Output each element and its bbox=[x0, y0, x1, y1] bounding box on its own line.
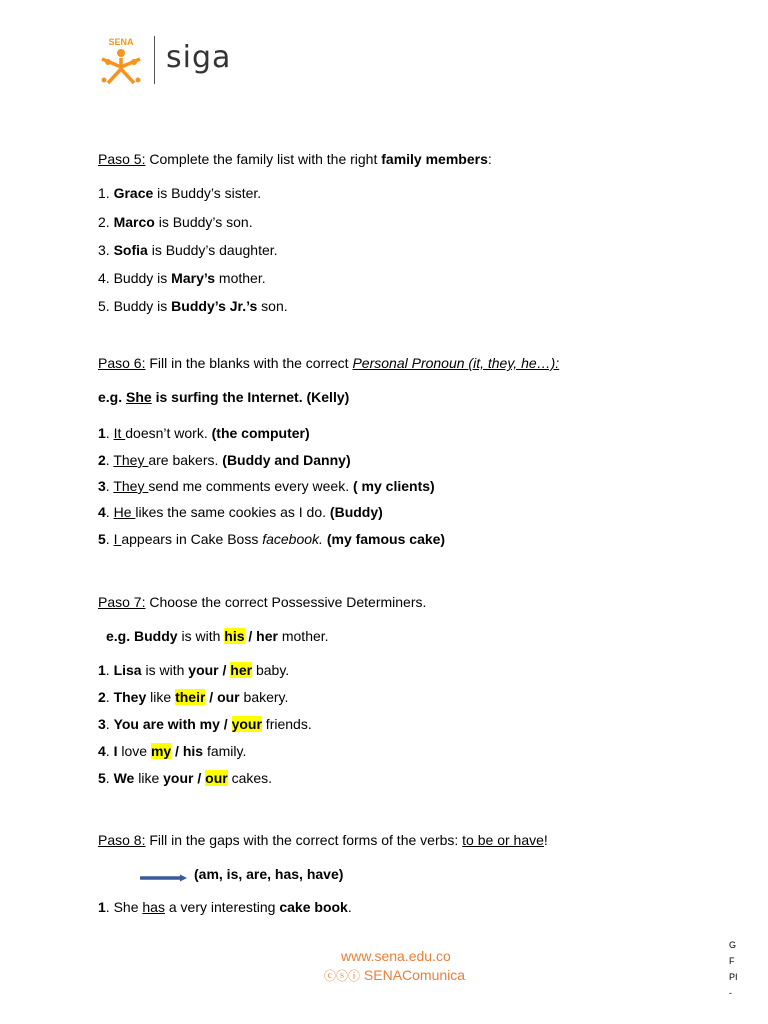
item-verb: like bbox=[146, 689, 176, 705]
item-subject: We bbox=[113, 770, 135, 786]
item-text: bakery. bbox=[239, 689, 289, 705]
item-number: 1. bbox=[98, 185, 114, 201]
item-number: 3. bbox=[98, 242, 114, 258]
sena-logo bbox=[98, 36, 144, 86]
sena-logo-icon bbox=[98, 36, 144, 86]
item-option: his bbox=[182, 743, 204, 759]
option-separator: / bbox=[219, 716, 232, 732]
item-text: . bbox=[347, 899, 352, 915]
item-text: friends. bbox=[261, 716, 312, 732]
item-text: are bakers. bbox=[148, 452, 223, 468]
paso6-label: Paso 6: bbox=[98, 355, 146, 371]
example-option: her bbox=[256, 628, 278, 644]
paso6-item: 1. It doesn’t work. (the computer) bbox=[98, 425, 310, 441]
paso8-instruction-end: ! bbox=[543, 832, 548, 848]
item-number: 4. bbox=[98, 270, 114, 286]
side-code-letter: - bbox=[729, 988, 732, 998]
paso7-item: 4. I love my / his family. bbox=[98, 743, 247, 759]
side-code-letter: PI bbox=[729, 972, 738, 982]
item-bold: cake book bbox=[279, 899, 348, 915]
paso7-item: 5. We like your / our cakes. bbox=[98, 770, 273, 786]
paso7-item: 1. Lisa is with your / her baby. bbox=[98, 662, 290, 678]
item-hint: (my famous cake) bbox=[322, 531, 446, 547]
item-text: son. bbox=[257, 298, 288, 314]
footer-website[interactable]: www.sena.edu.co bbox=[341, 948, 451, 964]
item-subject: You bbox=[113, 716, 139, 732]
example-prefix: e.g. bbox=[98, 389, 127, 405]
example-text: is with bbox=[177, 628, 225, 644]
item-text: Buddy is bbox=[113, 270, 172, 286]
option-separator: / bbox=[171, 743, 183, 759]
item-option: your bbox=[163, 770, 194, 786]
item-answer: They bbox=[113, 452, 149, 468]
svg-text:SENA: SENA bbox=[108, 37, 134, 47]
paso8-item bbox=[98, 899, 352, 915]
item-answer: I bbox=[113, 531, 122, 547]
paso6-item: 5. I appears in Cake Boss facebook. (my famous cake) bbox=[98, 531, 446, 547]
item-text: doesn’t work. bbox=[125, 425, 212, 441]
item-text: baby. bbox=[252, 662, 290, 678]
paso5-item bbox=[98, 242, 278, 258]
item-number: 5 bbox=[98, 531, 106, 547]
item-option-correct: her bbox=[230, 662, 253, 678]
paso5-heading bbox=[98, 151, 492, 167]
item-option-correct: our bbox=[205, 770, 228, 786]
item-text: a very interesting bbox=[164, 899, 280, 915]
item-subject: I bbox=[113, 743, 118, 759]
example-text: is surfing the Internet. (Kelly) bbox=[151, 389, 350, 405]
paso5-instruction: Complete the family list with the right bbox=[145, 151, 382, 167]
item-text: is Buddy’s son. bbox=[154, 214, 253, 230]
item-verb: like bbox=[134, 770, 164, 786]
paso5-label: Paso 5: bbox=[98, 151, 146, 167]
item-option-correct: my bbox=[150, 743, 172, 759]
item-verb: love bbox=[117, 743, 151, 759]
paso5-item bbox=[98, 270, 266, 286]
item-number: 1 bbox=[98, 425, 106, 441]
paso7-label: Paso 7: bbox=[98, 594, 146, 610]
footer-social bbox=[324, 967, 465, 984]
example-answer: She bbox=[126, 389, 152, 405]
item-option: our bbox=[217, 689, 240, 705]
item-number: 2 bbox=[98, 452, 106, 468]
paso5-item bbox=[98, 214, 253, 230]
item-text: send me comments every week. bbox=[148, 478, 353, 494]
side-code-letter: G bbox=[729, 940, 737, 950]
item-answer: They bbox=[113, 478, 149, 494]
example-subject: Buddy bbox=[134, 628, 178, 644]
item-answer: Buddy’s Jr.’s bbox=[171, 298, 258, 314]
item-text: family. bbox=[203, 743, 247, 759]
item-hint: (the computer) bbox=[211, 425, 310, 441]
item-number: 5. bbox=[98, 298, 114, 314]
option-separator: / bbox=[244, 628, 257, 644]
example-option-correct: his bbox=[224, 628, 245, 644]
item-text: likes the same cookies as I do. bbox=[135, 504, 330, 520]
item-text: Buddy is bbox=[113, 298, 172, 314]
item-number: 4 bbox=[98, 504, 106, 520]
item-number: 3 bbox=[98, 478, 106, 494]
item-number: 3 bbox=[98, 716, 106, 732]
item-number: 2. bbox=[98, 214, 114, 230]
item-text: is Buddy’s sister. bbox=[153, 185, 262, 201]
item-subject: Lisa bbox=[113, 662, 142, 678]
item-answer: Grace bbox=[113, 185, 154, 201]
item-answer: Mary’s bbox=[171, 270, 216, 286]
paso5-instruction-bold: family members bbox=[381, 151, 488, 167]
paso7-heading bbox=[98, 594, 426, 610]
option-separator: / bbox=[193, 770, 206, 786]
paso6-instruction-italic: Personal Pronoun (it, they, he…): bbox=[352, 355, 560, 371]
option-separator: / bbox=[205, 689, 218, 705]
item-option-correct: their bbox=[175, 689, 206, 705]
item-answer: Sofia bbox=[113, 242, 148, 258]
item-option-correct: your bbox=[231, 716, 262, 732]
item-number: 5 bbox=[98, 770, 106, 786]
paso8-label: Paso 8: bbox=[98, 832, 146, 848]
item-verb: is with bbox=[141, 662, 189, 678]
paso7-example bbox=[106, 628, 329, 644]
item-hint: (Buddy) bbox=[329, 504, 383, 520]
paso8-instruction: Fill in the gaps with the correct forms of the verbs: bbox=[145, 832, 463, 848]
paso6-example bbox=[98, 389, 349, 405]
side-code-letter: F bbox=[729, 956, 735, 966]
item-option: my bbox=[199, 716, 220, 732]
paso6-heading bbox=[98, 355, 559, 371]
item-answer: It bbox=[113, 425, 126, 441]
paso6-item: 3. They send me comments every week. ( my clients) bbox=[98, 478, 435, 494]
paso8-instruction-underlined: to be or have bbox=[462, 832, 544, 848]
logo-divider bbox=[154, 36, 155, 84]
siga-logo: siga bbox=[166, 40, 232, 75]
item-answer: He bbox=[113, 504, 136, 520]
footer-social-handle: SENAComunica bbox=[363, 967, 466, 983]
item-italic: facebook. bbox=[262, 531, 323, 547]
item-text: appears in Cake Boss bbox=[121, 531, 263, 547]
paso5-item bbox=[98, 298, 288, 314]
item-option: your bbox=[188, 662, 219, 678]
item-answer: has bbox=[142, 899, 165, 915]
paso7-item: 3. You are with my / your friends. bbox=[98, 716, 312, 732]
item-number: 4 bbox=[98, 743, 106, 759]
item-text: cakes. bbox=[227, 770, 273, 786]
example-text: mother. bbox=[277, 628, 329, 644]
item-text: is Buddy’s daughter. bbox=[147, 242, 278, 258]
paso5-instruction-end: : bbox=[487, 151, 492, 167]
item-number: 2 bbox=[98, 689, 106, 705]
item-number: 1 bbox=[98, 899, 106, 915]
item-number: 1 bbox=[98, 662, 106, 678]
arrow-icon bbox=[140, 870, 188, 880]
paso5-item bbox=[98, 185, 261, 201]
item-hint: (Buddy and Danny) bbox=[222, 452, 351, 468]
paso7-instruction: Choose the correct Possessive Determiners. bbox=[145, 594, 427, 610]
item-hint: ( my clients) bbox=[352, 478, 435, 494]
paso7-item: 2. They like their / our bakery. bbox=[98, 689, 289, 705]
paso6-item: 2. They are bakers. (Buddy and Danny) bbox=[98, 452, 351, 468]
paso6-item: 4. He likes the same cookies as I do. (Buddy) bbox=[98, 504, 383, 520]
item-answer: Marco bbox=[113, 214, 155, 230]
creative-commons-icon: ⓒⓢⓘ bbox=[324, 969, 361, 983]
verb-options: (am, is, are, has, have) bbox=[194, 866, 344, 882]
item-text: . She bbox=[105, 899, 143, 915]
example-prefix: e.g. bbox=[106, 628, 135, 644]
paso6-instruction: Fill in the blanks with the correct bbox=[145, 355, 353, 371]
option-separator: / bbox=[218, 662, 231, 678]
item-subject: They bbox=[113, 689, 147, 705]
item-text: mother. bbox=[215, 270, 266, 286]
paso8-heading bbox=[98, 832, 548, 848]
item-verb: are with bbox=[138, 716, 200, 732]
